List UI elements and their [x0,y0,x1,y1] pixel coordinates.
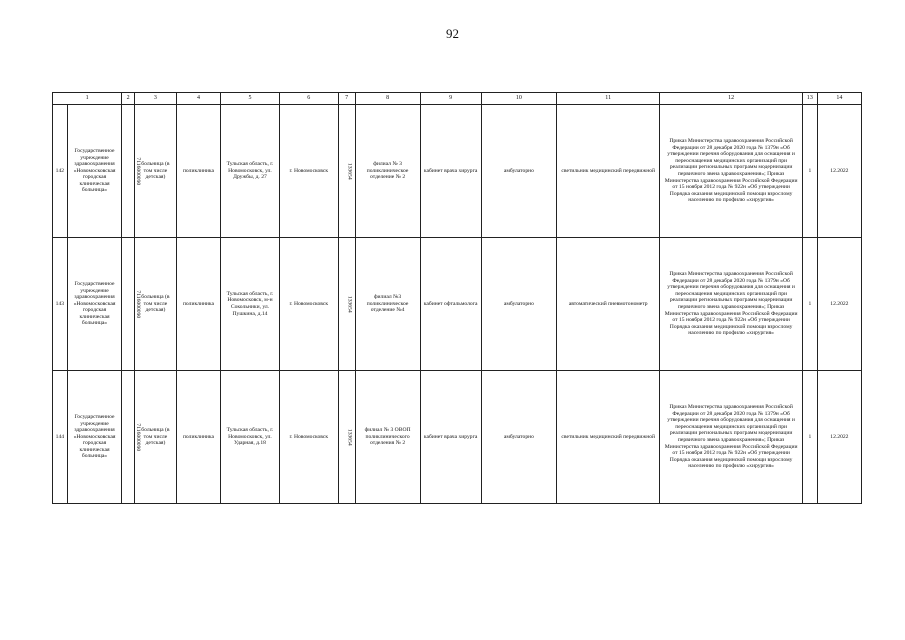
quantity: 1 [803,238,818,371]
quantity: 1 [803,105,818,238]
postal-index-cell [338,238,355,371]
column-header: 6 [279,93,338,105]
org-code-cell [122,371,142,504]
facility-type: больница (в том числе детская) [134,105,176,238]
postal-index: 133654 [346,428,353,446]
row-number: 142 [53,105,68,238]
org-code: 7116000090 [135,423,142,451]
column-header: 10 [481,93,557,105]
facility-type: больница (в том числе детская) [134,371,176,504]
delivery-date: 12.2022 [817,105,861,238]
organization-name: Государственное учреждение здравоохранения «Новомосковская городская клиническая больница» [67,105,122,238]
postal-index-cell [338,105,355,238]
column-header: 2 [122,93,135,105]
room: кабинет врача хирурга [420,105,481,238]
equipment-name: автоматический пневмотонометр [557,238,660,371]
delivery-date: 12.2022 [817,238,861,371]
room: кабинет офтальмолога [420,238,481,371]
delivery-date: 12.2022 [817,371,861,504]
org-code-cell [122,238,142,371]
column-header: 3 [134,93,176,105]
page-number: 92 [446,26,459,41]
postal-index: 133654 [346,295,353,313]
facility-type: больница (в том числе детская) [134,238,176,371]
room: кабинет врача хирурга [420,371,481,504]
equipment-name: светильник медицинский передвижной [557,371,660,504]
quantity: 1 [803,371,818,504]
branch: филиал № 3 ОВОП поликлинического отделения № 2 [355,371,420,504]
org-code-cell [122,105,142,238]
column-number-row [53,93,862,105]
subdivision: поликлиника [176,238,220,371]
equipment-name: светильник медицинский передвижной [557,105,660,238]
subdivision: поликлиника [176,105,220,238]
postal-index-cell [338,371,355,504]
legal-basis: Приказ Министерства здравоохранения Российской Федерации от 28 декабря 2020 года № 1379н «Об утверждении перечня оборудования для оснащения и переоснащения медицинских организаций при реализации региональных программ модернизации первичного звена здравоохранения»; Приказ Министерства здравоохранения Российской Федерации от 15 ноября 2012 года № 922н «Об утверждении Порядка оказания медицинской помощи взрослому населению по профилю «хирургия» [660,105,803,238]
legal-basis: Приказ Министерства здравоохранения Российской Федерации от 28 декабря 2020 года № 1379н «Об утверждении перечня оборудования для оснащения и переоснащения медицинских организаций при реализации региональных программ модернизации первичного звена здравоохранения»; Приказ Министерства здравоохранения Российской Федерации от 15 ноября 2012 года № 922н «Об утверждении Порядка оказания медицинской помощи взрослому населению по профилю «хирургия» [660,371,803,504]
table-row [53,238,862,371]
subdivision: поликлиника [176,371,220,504]
row-number: 143 [53,238,68,371]
legal-basis: Приказ Министерства здравоохранения Российской Федерации от 28 декабря 2020 года № 1379н «Об утверждении перечня оборудования для оснащения и переоснащения медицинских организаций при реализации региональных программ модернизации первичного звена здравоохранения»; Приказ Министерства здравоохранения Российской Федерации от 15 ноября 2012 года № 922н «Об утверждении Порядка оказания медицинской помощи взрослому населению по профилю «хирургия» [660,238,803,371]
column-header: 1 [53,93,122,105]
care-form: амбулаторно [481,371,557,504]
organization-name: Государственное учреждение здравоохранения «Новомосковская городская клиническая больница» [67,238,122,371]
address: Тульская область, г. Новомосковск, м-н Сокольники, ул. Пушкина, д.14 [221,238,280,371]
care-form: амбулаторно [481,105,557,238]
org-code: 7116000090 [135,290,142,318]
org-code: 7116000090 [135,157,142,185]
city: г. Новомосковск [279,238,338,371]
column-header: 12 [660,93,803,105]
city: г. Новомосковск [279,371,338,504]
equipment-register-table [52,92,862,504]
address: Тульская область, г. Новомосковск, ул. Ударная, д.18 [221,371,280,504]
branch: филиал №3 поликлиническое отделение №4 [355,238,420,371]
column-header: 11 [557,93,660,105]
postal-index: 133654 [346,162,353,180]
address: Тульская область, г. Новомосковск, ул. Дружбы, д. 27 [221,105,280,238]
column-header: 9 [420,93,481,105]
care-form: амбулаторно [481,238,557,371]
column-header: 4 [176,93,220,105]
column-header: 5 [221,93,280,105]
column-header: 7 [338,93,355,105]
column-header: 8 [355,93,420,105]
table-row [53,371,862,504]
table-row [53,105,862,238]
row-number: 144 [53,371,68,504]
branch: филиал № 3 поликлиническое отделение № 2 [355,105,420,238]
city: г. Новомосковск [279,105,338,238]
column-header: 13 [803,93,818,105]
organization-name: Государственное учреждение здравоохранения «Новомосковская городская клиническая больница» [67,371,122,504]
column-header: 14 [817,93,861,105]
